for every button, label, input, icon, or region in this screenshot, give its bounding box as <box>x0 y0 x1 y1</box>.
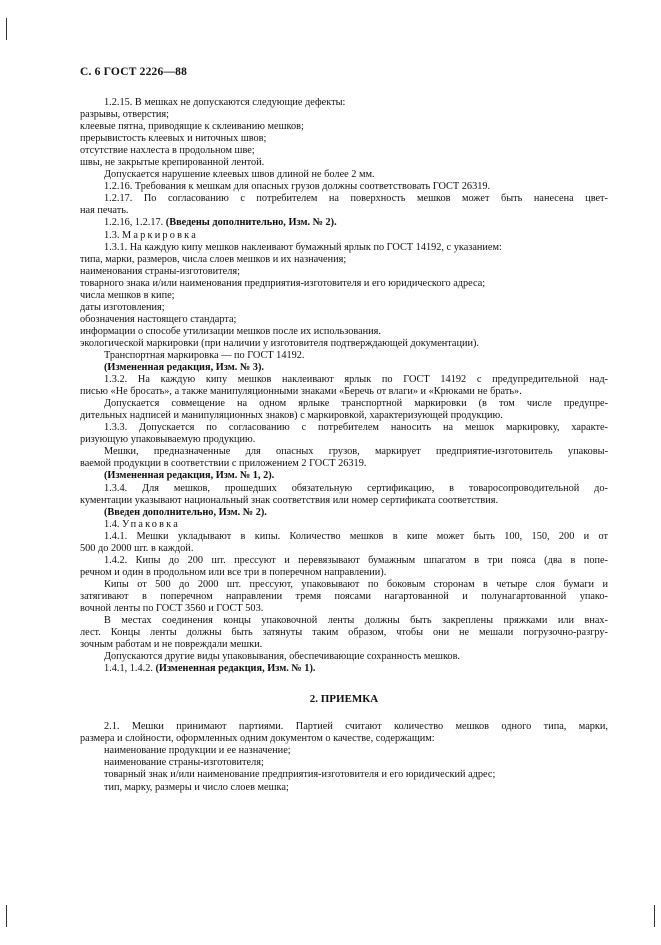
text-line: вочной ленты по ГОСТ 3560 и ГОСТ 503. <box>80 602 264 614</box>
text-line: речном и один в продольном или все три в поперечном направлении). <box>80 566 387 578</box>
text-line: 1.3.3. Допускается по согласованию с потребителем наносить на мешок маркировку, характе- <box>104 422 608 434</box>
text-line: 2.1. Мешки принимают партиями. Партией считают количество мешков одного типа, марки, <box>104 721 608 733</box>
subsection-number: 1.4. <box>104 518 120 530</box>
text-line: 1.3.2. На каждую кипу мешков наклеивают ярлык по ГОСТ 14192 с предупредительной над- <box>104 374 608 386</box>
crop-mark <box>6 18 7 40</box>
text-line: наименование продукции и ее назначение; <box>104 745 291 757</box>
text-line: информации о способе утилизации мешков после их использования. <box>80 325 381 337</box>
amendment-note <box>80 663 608 675</box>
text-line: Допускаются другие виды упаковывания, обеспечивающие сохранность мешков. <box>104 651 461 663</box>
text-line: 1.4.1. Мешки укладывают в кипы. Количество мешков в кипе может быть 100, 150, 200 и от <box>104 530 608 542</box>
subsection-title: Упаковка <box>122 518 181 530</box>
subsection-title: Маркировка <box>122 229 198 241</box>
text-line: разрывы, отверстия; <box>80 109 169 121</box>
text-line: типа, марки, размеров, числа слоев мешков и их назначения; <box>80 253 347 265</box>
text-line: кументации указывают национальный знак соответствия или номер сертификата соответствия. <box>80 494 499 506</box>
text-line: числа мешков в кипе; <box>80 289 175 301</box>
text-line: прерывистость клеевых и ниточных швов; <box>80 133 267 145</box>
text-line: товарный знак и/или наименование предприятия-изготовителя и его юридический адрес; <box>104 769 496 781</box>
amendment-note: (Измененная редакция, Изм. № 3). <box>104 362 264 374</box>
text-line: затягивают в поперечном направлении тремя поясами нагартованной и полунагартованной упако- <box>80 590 608 602</box>
text-line: отсутствие нахлеста в продольном шве; <box>80 145 255 157</box>
subsection-number: 1.3. <box>104 229 120 241</box>
text-line: швы, не закрытые крепированной лентой. <box>80 157 265 169</box>
text-line: 500 до 2000 шт. в каждой. <box>80 542 194 554</box>
subsection-heading <box>80 230 608 242</box>
amendment-text: (Измененная редакция, Изм. № 1). <box>155 663 316 675</box>
text-line: 1.3.1. На каждую кипу мешков наклеивают бумажный ярлык по ГОСТ 14192, с указанием: <box>104 241 502 253</box>
text-line: товарного знака и/или наименования предприятия-изготовителя и его юридического адреса; <box>80 277 486 289</box>
document-body <box>80 97 608 794</box>
text-line: 1.3.4. Для мешков, прошедших обязательную сертификацию, в товаросопроводительной до- <box>104 482 608 494</box>
text-line: Мешки, предназначенные для опасных грузов, маркирует предприятие-изготовитель упаковы- <box>104 446 608 458</box>
text-line: зочным работам и не повреждали мешки. <box>80 639 263 651</box>
text-line: наименование страны-изготовителя; <box>104 757 264 769</box>
text-line: Кипы от 500 до 2000 шт. прессуют, упаковывают по боковым сторонам в четыре слоя бумаги и <box>104 578 608 590</box>
subsection-heading <box>80 519 608 531</box>
text-line: клеевые пятна, приводящие к склеиванию мешков; <box>80 121 304 133</box>
text-line: Допускается нарушение клеевых швов длиной не более 2 мм. <box>104 169 375 181</box>
text-line: ная печать. <box>80 205 129 217</box>
amendment-text: (Введены дополнительно, Изм. № 2). <box>165 217 337 229</box>
text-line: тип, марку, размеры и число слоев мешка; <box>104 781 289 793</box>
text-line: обозначения настоящего стандарта; <box>80 313 237 325</box>
text-line: Допускается совмещение на одном ярлыке транспортной маркировки (в том числе предупре- <box>104 398 608 410</box>
text-line: 1.2.17. По согласованию с потребителем на поверхность мешков может быть нанесена цвет- <box>104 193 608 205</box>
clause-ref: 1.4.1, 1.4.2. <box>104 663 153 675</box>
text-line: ваемой продукции в соответствии с приложением 2 ГОСТ 26319. <box>80 458 367 470</box>
text-line: наименования страны-изготовителя; <box>80 265 240 277</box>
page-header: С. 6 ГОСТ 2226—88 <box>80 66 188 78</box>
amendment-note: (Измененная редакция, Изм. № 1, 2). <box>104 470 275 482</box>
text-line: Транспортная маркировка — по ГОСТ 14192. <box>104 349 305 361</box>
crop-mark <box>6 905 7 927</box>
text-line: 1.2.16. Требования к мешкам для опасных грузов должны соответствовать ГОСТ 26319. <box>104 181 491 193</box>
text-line: 1.4.2. Кипы до 200 шт. прессуют и перевязывают бумажным шпагатом в три пояса (два в попе- <box>104 554 608 566</box>
section-title: 2. ПРИЕМКА <box>309 693 379 706</box>
text-line: дительных надписей и манипуляционных знаков) с маркировкой, характеризующей продукцию. <box>80 410 503 422</box>
text-line: В местах соединения концы упаковочной ленты должны быть закреплены пряжками или внах- <box>104 615 608 627</box>
amendment-note <box>80 217 608 229</box>
clause-ref: 1.2.16, 1.2.17. <box>104 217 164 229</box>
text-line: даты изготовления; <box>80 301 165 313</box>
text-line: лест. Концы ленты должны быть затянуты таким образом, чтобы они не мешали погрузочно-разгру- <box>80 627 608 639</box>
text-line: экологической маркировки (при наличии у изготовителя подтверждающей документации). <box>80 337 479 349</box>
text-line: размера и слойности, оформленных одним документом о качестве, содержащим: <box>80 733 435 745</box>
text-line: ризующую упаковываемую продукцию. <box>80 434 256 446</box>
text-line: писью «Не бросать», а также манипуляционными знаками «Беречь от влаги» и «Крюками не брать». <box>80 386 522 398</box>
text-line: 1.2.15. В мешках не допускаются следующие дефекты: <box>104 97 346 108</box>
crop-mark <box>654 905 655 927</box>
amendment-note: (Введен дополнительно, Изм. № 2). <box>104 506 267 518</box>
